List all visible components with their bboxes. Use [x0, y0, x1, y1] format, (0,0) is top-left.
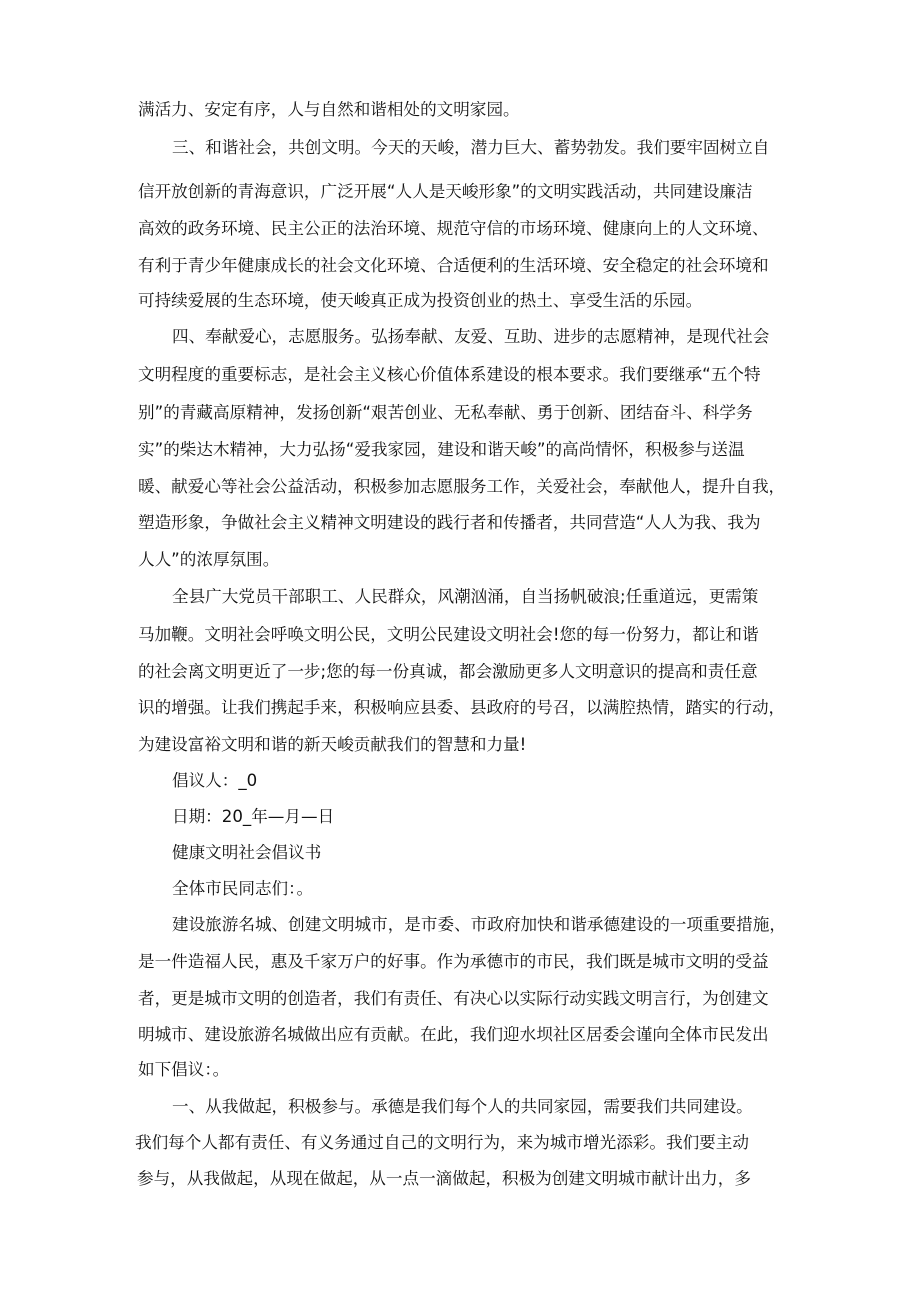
- text-line: 如下倡议：。: [138, 1060, 230, 1079]
- text-line: 可持续爱展的生态环境，使天峻真正成为投资创业的热土、享受生活的乐园。: [138, 291, 703, 310]
- text-line: 倡议人：_0: [172, 771, 258, 790]
- text-line: 文明程度的重要标志，是社会主义核心价值体系建设的根本要求。我们要继承“五个特: [138, 365, 761, 384]
- text-line: 满活力、安定有序，人与自然和谐相处的文明家园。: [138, 100, 520, 119]
- text-line: 高效的政务环境、民主公正的法治环境、规范守信的市场环境、健康向上的人文环境、: [138, 219, 769, 238]
- text-line: 健康文明社会倡议书: [172, 843, 322, 862]
- text-line: 暖、献爱心等社会公益活动，积极参加志愿服务工作，关爱社会，奉献他人，提升自我，: [138, 477, 786, 496]
- text-line: 实”的柴达木精神，大力弘扬“爱我家园，建设和谐天峻”的高尚情怀，积极参与送温: [138, 440, 745, 459]
- text-line: 别”的青藏高原精神，发扬创新“艰苦创业、无私奉献、勇于创新、团结奋斗、科学务: [138, 403, 753, 422]
- text-line: 信开放创新的青海意识，广泛开展“人人是天峻形象”的文明实践活动，共同建设廉洁: [138, 182, 753, 201]
- text-line: 是一件造福人民，惠及千家万户的好事。作为承德市的市民，我们既是城市文明的受益: [138, 952, 769, 971]
- text-line: 一、从我做起，积极参与。承德是我们每个人的共同家园，需要我们共同建设。: [172, 1097, 753, 1116]
- text-line: 全县广大党员干部职工、人民群众，风潮汹涌，自当扬帆破浪;任重道远，更需策: [172, 587, 759, 606]
- text-line: 的社会离文明更近了一步;您的每一份真诚，都会激励更多人文明意识的提高和责任意: [138, 662, 758, 681]
- text-line: 明城市、建设旅游名城做出应有贡献。在此，我们迎水坝社区居委会谨向全体市民发出: [138, 1025, 769, 1044]
- text-line: 全体市民同志们：。: [172, 879, 314, 898]
- text-line: 建设旅游名城、创建文明城市，是市委、市政府加快和谐承德建设的一项重要措施，: [172, 915, 786, 934]
- text-line: 日期：20_年—月—日: [172, 807, 335, 826]
- text-line: 有利于青少年健康成长的社会文化环境、合适便利的生活环境、安全稳定的社会环境和: [138, 256, 769, 275]
- text-line: 塑造形象，争做社会主义精神文明建设的践行者和传播者，共同营造“人人为我、我为: [138, 513, 761, 532]
- text-line: 人人”的浓厚氛围。: [138, 550, 280, 569]
- text-line: 参与，从我做起，从现在做起，从一点一滴做起，积极为创建文明城市献计出力，多: [137, 1169, 751, 1188]
- text-line: 三、和谐社会，共创文明。今天的天峻，潜力巨大、蓄势勃发。我们要牢固树立自: [172, 138, 770, 157]
- text-line: 识的增强。让我们携起手来，积极响应县委、县政府的号召，以满腔热情，踏实的行动，: [138, 698, 786, 717]
- text-line: 者，更是城市文明的创造者，我们有责任、有决心以实际行动实践文明言行，为创建文: [138, 989, 769, 1008]
- text-line: 马加鞭。文明社会呼唤文明公民，文明公民建设文明社会!您的每一份努力，都让和谐: [138, 625, 759, 644]
- text-line: 为建设富裕文明和谐的新天峻贡献我们的智慧和力量!: [138, 735, 527, 754]
- text-line: 四、奉献爱心，志愿服务。弘扬奉献、友爱、互助、进步的志愿精神，是现代社会: [172, 327, 770, 346]
- text-line: 我们每个人都有责任、有义务通过自己的文明行为，来为城市增光添彩。我们要主动: [135, 1133, 749, 1152]
